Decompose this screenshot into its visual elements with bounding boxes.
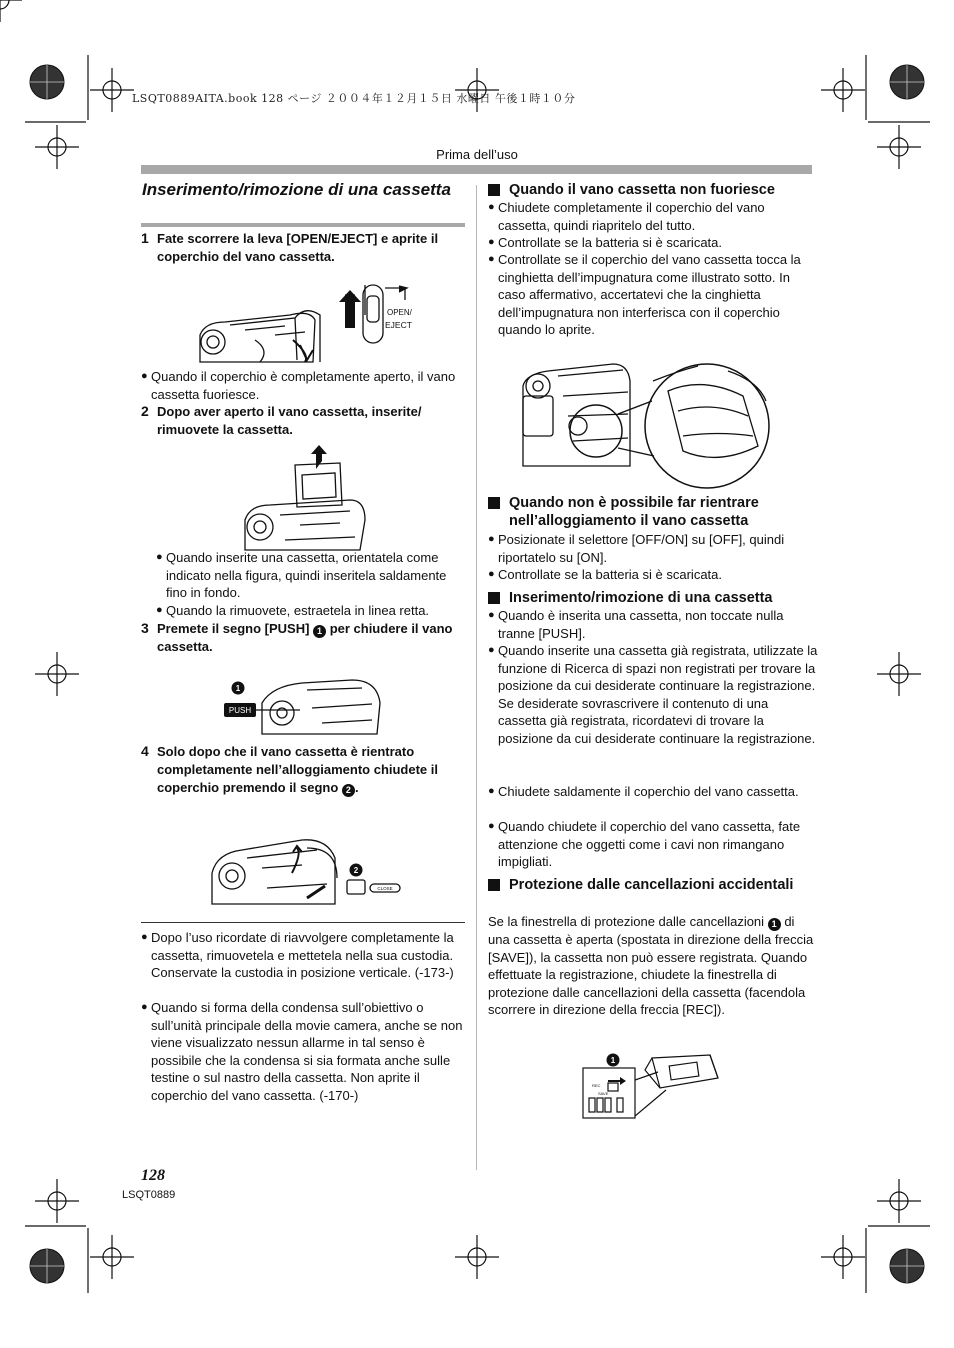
- title-rule: [141, 223, 465, 227]
- list-item: ● Controllate se la batteria si è scaricata.: [488, 567, 722, 582]
- running-head: Prima dell’uso: [436, 147, 518, 162]
- list-item: ● Chiudete completamente il coperchio del vano cassetta, quindi riapritelo del tutto.: [488, 200, 765, 233]
- step-number: 3: [141, 620, 149, 636]
- badge-1: 1: [768, 918, 781, 931]
- note-item: ● Dopo l’uso ricordate di riavvolgere completamente la cassetta, rimuovetela e mettetela nella sua custodia. Conservate la custodia in posizione verticale. (-173-): [141, 930, 454, 981]
- step-number: 2: [141, 403, 149, 419]
- subsection-heading: Inserimento/rimozione di una cassetta: [488, 589, 818, 607]
- print-header: LSQT0889AITA.book 128 ページ ２００４年１２月１５日 水曜日 午後１時１０分: [132, 92, 576, 105]
- figure-push: [222, 668, 387, 736]
- badge-1: 1: [610, 1056, 616, 1065]
- protection-paragraph: Se la finestrella di protezione dalle cancellazioni 1 di una cassetta è aperta (spostata in direzione della freccia [SAVE]), la cassetta non può essere registrata. Quando effettuate la registrazione, chiudete la finestrella di protezione dalle cancellazioni della cassetta (facendola scorrere in direzione della freccia [REC]).: [488, 914, 814, 1018]
- document-code: LSQT0889: [122, 1189, 176, 1201]
- list-item: ● Quando inserite una cassetta, orientatela come indicato nella figura, quindi inseritela saldamente fino in fondo.: [156, 550, 447, 601]
- step-text: Premete il segno [PUSH]: [157, 621, 310, 636]
- list-item: ● Quando chiudete il coperchio del vano cassetta, fate attenzione che oggetti come i cavi non rimangano impigliati.: [488, 819, 801, 870]
- list-item: ● Quando il coperchio è completamente aperto, il vano cassetta fuoriesce.: [141, 369, 456, 402]
- badge-2: 2: [342, 784, 355, 797]
- square-bullet-icon: [488, 184, 500, 196]
- badge-2: 2: [353, 866, 359, 875]
- eject-label: EJECT: [385, 320, 412, 330]
- step-text: Solo dopo che il vano cassetta è rientrato completamente nell’alloggiamento chiudete il coperchio premendo il segno: [157, 744, 438, 795]
- step-number: 4: [141, 743, 149, 759]
- save-label: SAVE: [598, 1091, 609, 1096]
- list-item: ● Controllate se il coperchio del vano cassetta tocca la cinghietta dell’impugnatura come illustrato sotto. In caso affermativo, accertatevi che la cinghietta dell’impugnatura non interferisca con il coperchio quando lo aprite.: [488, 252, 801, 338]
- badge-1: 1: [235, 684, 241, 693]
- square-bullet-icon: [488, 879, 500, 891]
- figure-grip-strap: [518, 356, 780, 489]
- figure-close-cover: [207, 818, 412, 906]
- figure-insert-cassette: [240, 445, 370, 550]
- list-item: ● Chiudete saldamente il coperchio del vano cassetta.: [488, 784, 799, 799]
- open-label: OPEN/: [387, 308, 412, 317]
- top-rule: [141, 165, 812, 174]
- page-number: 128: [141, 1167, 165, 1184]
- rec-label: REC: [592, 1083, 601, 1088]
- figure-cassette-tab: [580, 1050, 720, 1122]
- notes-separator: [141, 922, 465, 923]
- step-text-continued: .: [354, 780, 359, 795]
- subsection-heading: Quando il vano cassetta non fuoriesce: [488, 181, 818, 199]
- badge-1: 1: [313, 625, 326, 638]
- subsection-heading: Quando non è possibile far rientrare nell’alloggiamento il vano cassetta: [488, 494, 818, 530]
- list-item: ● Controllate se la batteria si è scaricata.: [488, 235, 722, 250]
- list-item: ● Quando è inserita una cassetta, non toccate nulla tranne [PUSH].: [488, 608, 784, 641]
- column-divider: [476, 185, 477, 1170]
- step-number: 1: [141, 230, 149, 246]
- square-bullet-icon: [488, 497, 500, 509]
- list-item: ● Quando la rimuovete, estraetela in linea retta.: [156, 603, 430, 618]
- figure-open-eject: [195, 280, 425, 365]
- section-title: Inserimento/rimozione di una cassetta: [142, 180, 451, 199]
- step-text-continued: per chiudere il vano cassetta.: [157, 621, 453, 654]
- list-item: ● Quando inserite una cassetta già registrata, utilizzate la funzione di Ricerca di spazi non registrati per trovare la posizione da cui desiderate continuare la registrazione. Se desiderate sovrascrivere il contenuto di una cassetta già registrata, ricordatevi di trovare la posizione da cui desiderate continuare la registrazione.: [488, 643, 818, 746]
- push-label: PUSH: [228, 706, 252, 715]
- note-item: ● Quando si forma della condensa sull’obiettivo o sull’unità principale della movie camera, anche se non viene visualizzato nessun allarme in tal senso è possibile che la condensa si sia formata anche sulle testine o sul nastro della cassetta. Non aprite il coperchio del vano cassetta. (-170-): [141, 1000, 463, 1103]
- square-bullet-icon: [488, 592, 500, 604]
- subsection-heading: Protezione dalle cancellazioni accidentali: [488, 876, 818, 894]
- list-item: ● Posizionate il selettore [OFF/ON] su [OFF], quindi riportatelo su [ON].: [488, 532, 785, 565]
- step-text: Fate scorrere la leva [OPEN/EJECT] e aprite il coperchio del vano cassetta.: [157, 231, 439, 264]
- close-label: CLOSE: [377, 886, 393, 891]
- step-text: Dopo aver aperto il vano cassetta, inserite/ rimuovete la cassetta.: [157, 404, 422, 437]
